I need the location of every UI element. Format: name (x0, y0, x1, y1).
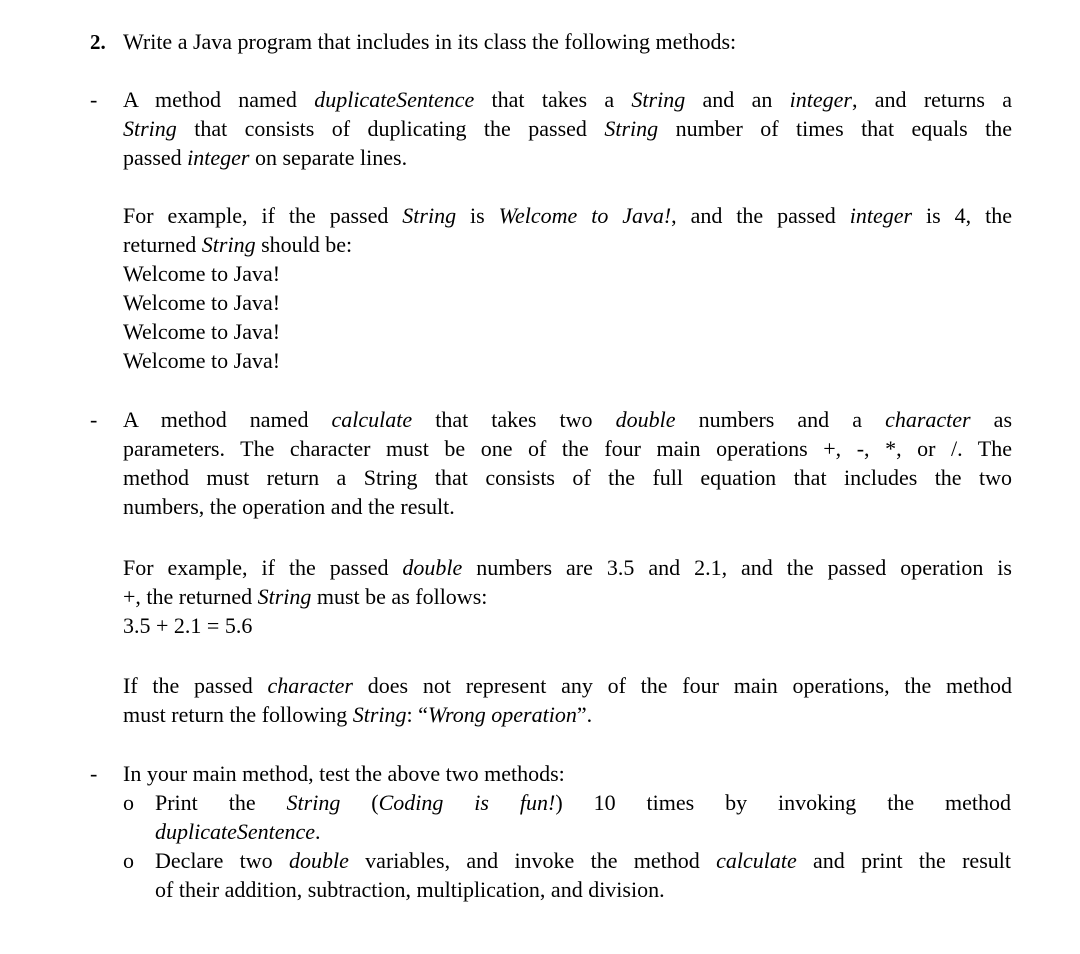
item2-example-line2: +, the returned String must be as follows: (123, 584, 488, 609)
item2-example-line1: For example, if the passed double numbers are 3.5 and 2.1, and the passed operation is (123, 555, 1012, 580)
item1-line2: String that consists of duplicating the passed String number of times that equals the (123, 116, 1013, 141)
item1-line3: passed integer on separate lines. (123, 145, 408, 170)
item1-example-line1: For example, if the passed String is Welcome to Java!, and the passed integer is 4, the (123, 203, 1012, 228)
question-intro: Write a Java program that includes in its class the following methods: (123, 29, 737, 54)
item3-bullet2-line1: Declare two double variables, and invoke the method calculate and print the result (155, 848, 1011, 873)
item2-line2: parameters. The character must be one of the four main operations +, -, *, or /. The (123, 436, 1012, 461)
item2-line4: numbers, the operation and the result. (123, 494, 455, 519)
output-line: Welcome to Java! (123, 348, 281, 373)
question-number: 2. (90, 30, 106, 54)
item1-line1: A method named duplicateSentence that takes a String and an integer, and returns a (123, 87, 1012, 112)
item1-example-line2: returned String should be: (123, 232, 353, 257)
item2-wrong-line1: If the passed character does not represent any of the four main operations, the method (123, 673, 1012, 698)
item2-wrong-line2: must return the following String: “Wrong operation”. (123, 702, 593, 727)
sub-bullet-2: o (123, 848, 134, 873)
item3-intro: In your main method, test the above two methods: (123, 761, 565, 786)
output-line: Welcome to Java! (123, 319, 281, 344)
item3-bullet1-line2: duplicateSentence. (155, 819, 321, 844)
item3-bullet2-line2: of their addition, subtraction, multiplication, and division. (155, 877, 665, 902)
list-dash-2: - (90, 407, 98, 432)
equation-line: 3.5 + 2.1 = 5.6 (123, 613, 253, 638)
list-dash-3: - (90, 761, 98, 786)
list-dash-1: - (90, 87, 98, 112)
output-line: Welcome to Java! (123, 290, 281, 315)
output-line: Welcome to Java! (123, 261, 281, 286)
item2-line3: method must return a String that consists of the full equation that includes the two (123, 465, 1012, 490)
item3-bullet1-line1: Print the String (Coding is fun!) 10 times by invoking the method (155, 790, 1012, 815)
item2-line1: A method named calculate that takes two double numbers and a character as (123, 407, 1013, 432)
sub-bullet-1: o (123, 790, 134, 815)
